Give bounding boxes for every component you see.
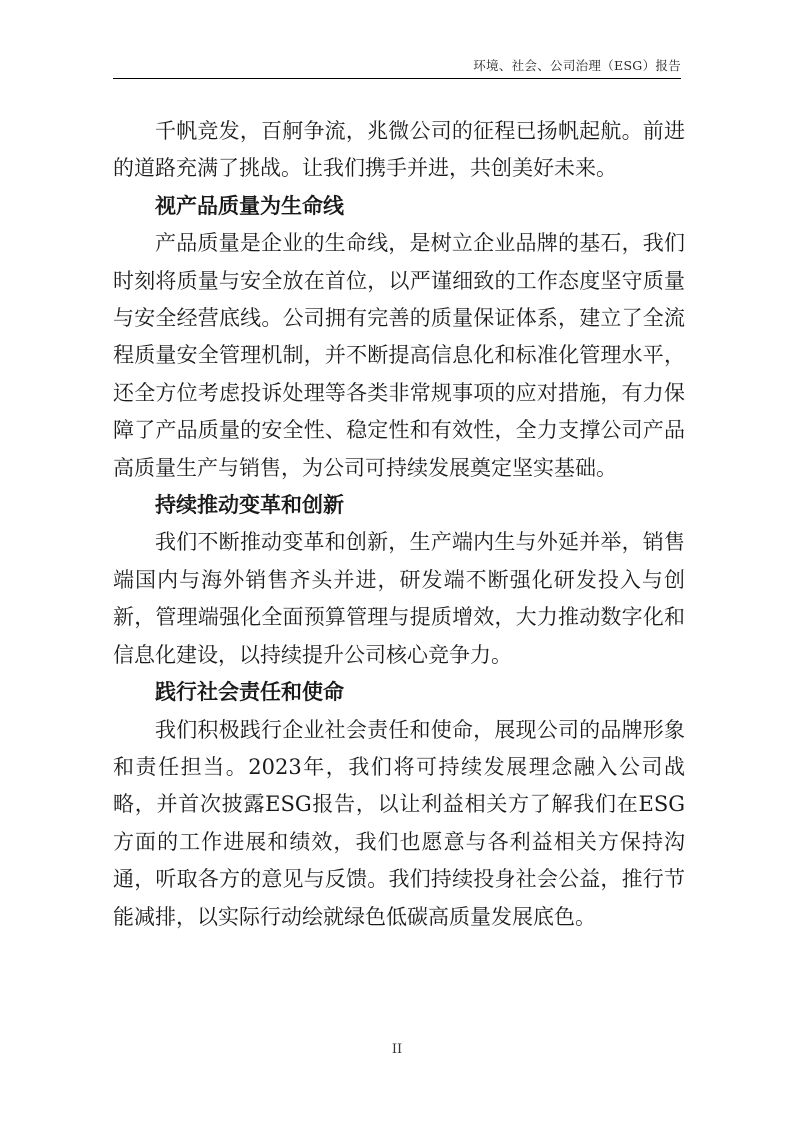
section-heading-responsibility: 践行社会责任和使命 bbox=[155, 680, 344, 705]
section-body-responsibility: 我们积极践行企业社会责任和使命，展现公司的品牌形象和责任担当。2023年，我们将可持续发展理念融入公司战略，并首次披露ESG报告，以让利益相关方了解我们在ESG方面的工作进展和绩效，我们也愿意与各利益相关方保持沟通，听取各方的意见与反馈。我们持续投身社会公益，推行节能减排，以实际行动绘就绿色低碳高质量发展底色。 bbox=[113, 717, 685, 929]
section-body-quality: 产品质量是企业的生命线，是树立企业品牌的基石，我们时刻将质量与安全放在首位，以严谨细致的工作态度坚守质量与安全经营底线。公司拥有完善的质量保证体系，建立了全流程质量安全管理机制，并不断提高信息化和标准化管理水平，还全方位考虑投诉处理等各类非常规事项的应对措施，有力保障了产品质量的安全性、稳定性和有效性，全力支撑公司产品高质量生产与销售，为公司可持续发展奠定坚实基础。 bbox=[113, 231, 685, 480]
report-title: 环境、社会、公司治理（ESG）报告 bbox=[473, 58, 681, 73]
intro-paragraph: 千帆竞发，百舸争流，兆微公司的征程已扬帆起航。前进的道路充满了挑战。让我们携手并进，共创美好未来。 bbox=[113, 119, 685, 181]
section-body-innovation: 我们不断推动变革和创新，生产端内生与外延并举，销售端国内与海外销售齐头并进，研发端不断强化研发投入与创新，管理端强化全面预算管理与提质增效，大力推动数字化和信息化建设，以持续提升公司核心竞争力。 bbox=[113, 530, 685, 667]
page-content bbox=[113, 113, 685, 936]
page-header bbox=[113, 58, 681, 79]
page-number: II bbox=[391, 1042, 403, 1057]
section-heading-innovation: 持续推动变革和创新 bbox=[155, 493, 344, 518]
section-heading-quality: 视产品质量为生命线 bbox=[155, 193, 344, 218]
